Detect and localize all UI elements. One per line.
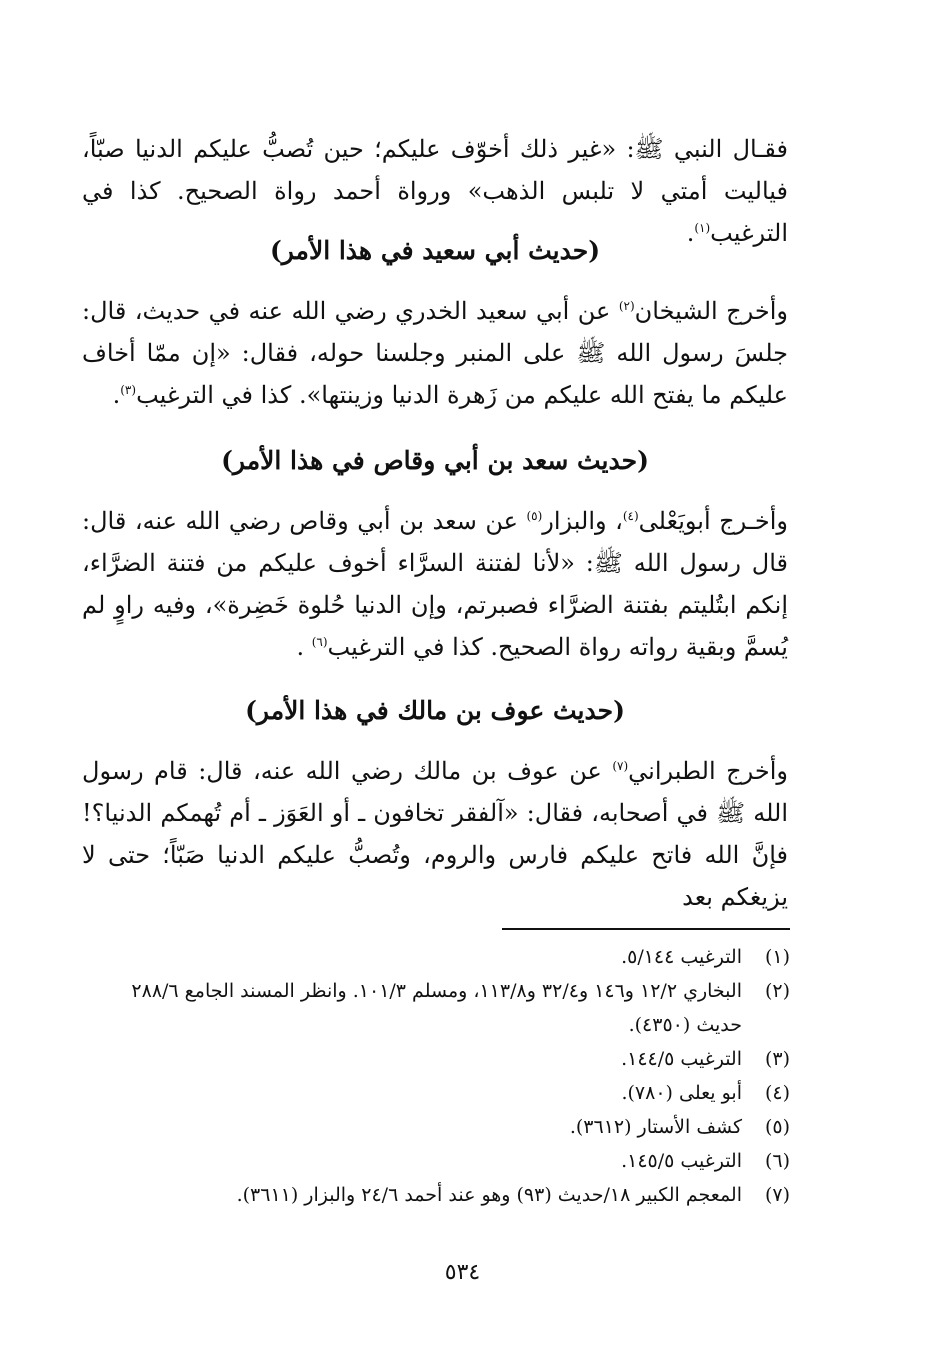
section-heading-awf: (حديث عوف بن مالك في هذا الأمر)	[245, 696, 625, 725]
footnote-text: البخاري ١٢/٢ و١٤٦ و٣٢/٤ و١١٣/٨، ومسلم ١٠١/٣. وانظر المسند الجامع ٢٨٨/٦ حديث (٤٣٥٠).	[131, 980, 742, 1036]
footnote-item	[82, 1178, 792, 1212]
footnotes-list	[82, 940, 792, 1212]
paragraph-3-text: عن سعد بن أبي وقاص رضي الله عنه، قال: قال رسول الله ﷺ: «لأنا لفتنة السرَّاء أخوف عليكم من فتنة الضرَّاء، إنكم ابتُليتم بفتنة الضرَّاء فصبرتم، وإن الدنيا حُلوة خَضِرة»، وفيه راوٍ لم يُسمَّ وبقية رواته رواة الصحيح. كذا في الترغيب	[82, 507, 789, 661]
footnote-item	[82, 940, 792, 974]
paragraph-1-text: فقـال النبي ﷺ: «غير ذلك أخوّف عليكم؛ حين تُصبُّ عليكم الدنيا صبّاً، فياليت أمتي لا تلبس الذهب» ورواة أحمد رواة الصحيح. كذا في الترغيب	[82, 135, 788, 247]
footnote-number: (٦)	[764, 1150, 790, 1172]
paragraph-4	[82, 750, 788, 918]
paragraph-3-lead: وأخـرج أبويَعْلى	[638, 507, 788, 535]
footnote-number: (٣)	[764, 1048, 790, 1070]
paragraph-4-lead: وأخرج الطبراني	[628, 757, 788, 785]
footnote-ref-5: (٥)	[526, 509, 543, 523]
paragraph-2-lead: وأخرج الشيخان	[634, 297, 788, 325]
footnote-number: (٥)	[764, 1116, 790, 1138]
paragraph-2-text: عن أبي سعيد الخدري رضي الله عنه في حديث، قال: جلسَ رسول الله ﷺ على المنبر وجلسنا حوله، فقال: «إن ممّا أخاف عليكم ما يفتح الله عليكم من زَهرة الدنيا وزينتها». كذا في الترغيب	[82, 297, 788, 409]
footnote-text: الترغيب ٥/١٤٤.	[621, 946, 742, 968]
footnote-item	[82, 1076, 792, 1110]
paragraph-2-end: .	[112, 381, 121, 409]
footnote-ref-2: (٢)	[618, 299, 635, 313]
footnote-text: الترغيب ١٤٤/٥.	[621, 1048, 742, 1070]
paragraph-1-end: .	[686, 219, 695, 247]
footnote-item	[82, 974, 792, 1042]
footnote-number: (١)	[764, 946, 790, 968]
paragraph-3-mid: ، والبزار	[542, 507, 623, 535]
footnote-ref-1: (١)	[694, 221, 711, 235]
footnote-ref-6: (٦)	[311, 635, 328, 649]
footnote-item	[82, 1110, 792, 1144]
footnote-number: (٧)	[764, 1184, 790, 1206]
footnote-ref-7: (٧)	[612, 759, 629, 773]
footnote-number: (٤)	[764, 1082, 790, 1104]
footnote-number: (٢)	[764, 980, 790, 1002]
section-heading-abu-said: (حديث أبي سعيد في هذا الأمر)	[269, 236, 601, 265]
footnote-text: أبو يعلى (٧٨٠).	[621, 1082, 742, 1104]
paragraph-4-text: عن عوف بن مالك رضي الله عنه، قال: قام رسول الله ﷺ في أصحابه، فقال: «آلفقر تخافون ـ أو العَوَز ـ أم تُهمكم الدنيا؟! فإنَّ الله فاتح عليكم فارس والروم، وتُصبُّ عليكم الدنيا صَبّاً؛ حتى لا يزيغكم بعد	[82, 757, 788, 911]
paragraph-3-end: .	[296, 633, 312, 661]
page-number: ٥٣٤	[444, 1260, 481, 1285]
footnote-ref-3: (٣)	[120, 383, 137, 397]
footnote-text: كشف الأستار (٣٦١٢).	[569, 1116, 742, 1138]
footnote-ref-4: (٤)	[622, 509, 639, 523]
footnote-text: الترغيب ١٤٥/٥.	[621, 1150, 742, 1172]
footnote-item	[82, 1042, 792, 1076]
footnote-text: المعجم الكبير ١٨/حديث (٩٣) وهو عند أحمد ٢٤/٦ والبزار (٣٦١١).	[236, 1184, 742, 1206]
paragraph-3	[82, 500, 788, 668]
footnote-item	[82, 1144, 792, 1178]
paragraph-2	[82, 290, 788, 416]
section-heading-saad: (حديث سعد بن أبي وقاص في هذا الأمر)	[221, 446, 649, 475]
footnote-divider	[502, 928, 790, 930]
